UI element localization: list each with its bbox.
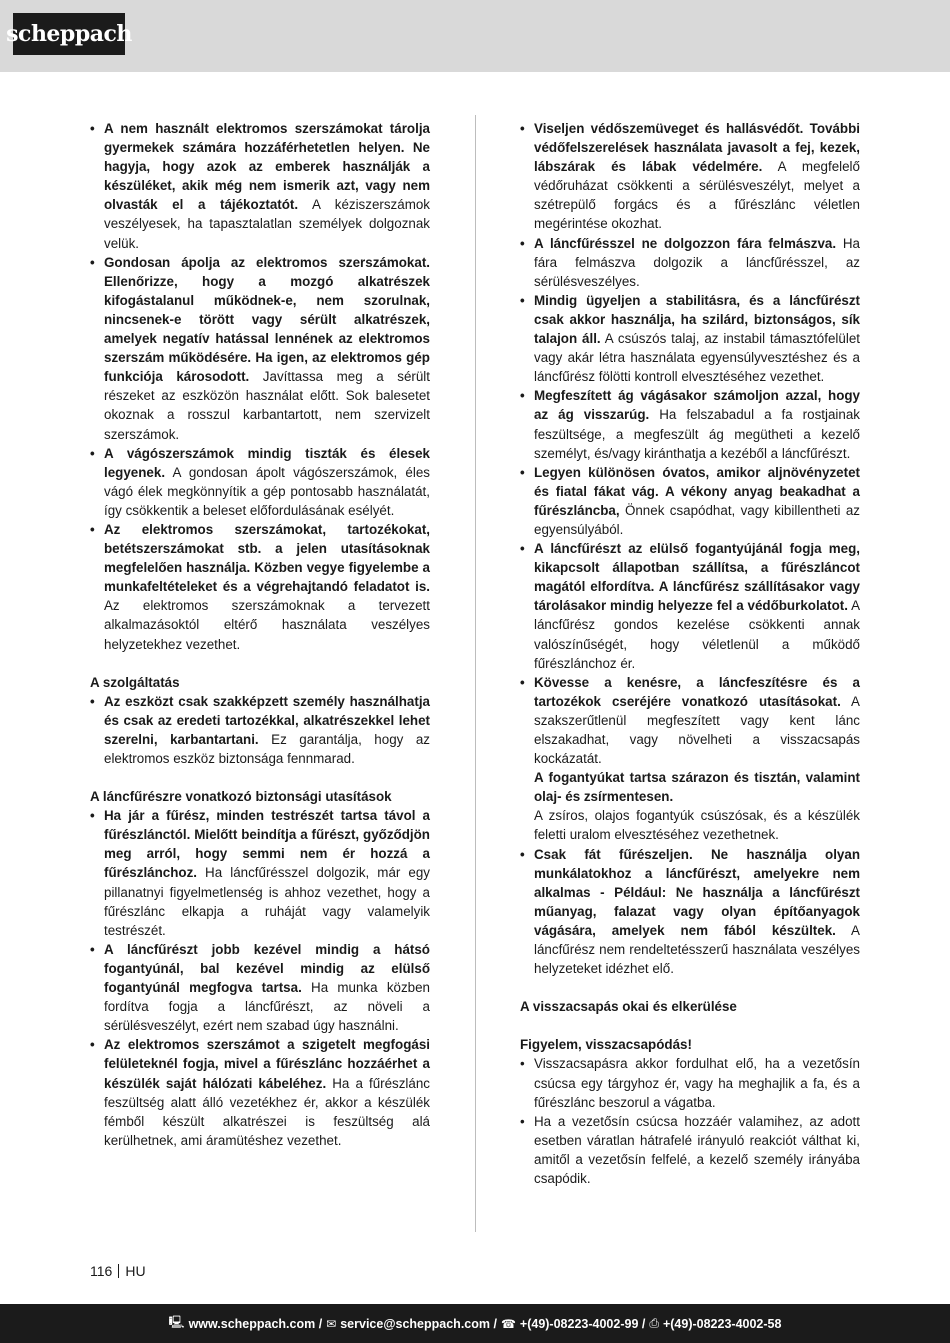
list-item (90, 692, 430, 768)
item-text: A láncfűrész nem rendeltetésszerű használata veszélyes helyzeteket idézhet elő. (534, 922, 860, 977)
list-item (90, 444, 430, 520)
fax-icon: ⎙ (649, 1316, 659, 1330)
list-item (520, 386, 860, 462)
item-text: A megfelelő védőruházat csökkenti a sérülésveszélyt, melyet a szétrepülő forgács és a fűrészlánc véletlen megérintése okozhat. (534, 159, 860, 232)
column-divider (475, 115, 476, 1232)
item-subtext: A zsíros, olajos fogantyúk csúszósak, és a készülék feletti uralom elvesztéséhez vezethetnek. (534, 808, 860, 843)
section-heading-service: A szolgáltatás (90, 674, 180, 690)
website-link[interactable]: www.scheppach.com / (188, 1316, 323, 1331)
fax-number: +(49)-08223-4002-58 (662, 1316, 782, 1331)
left-column (90, 119, 430, 1150)
envelope-icon: ✉ (326, 1316, 337, 1331)
item-bold-text: Az elektromos szerszámokat, tartozékokat, betétszerszámokat stb. a jelen utasításoknak megfelelően használja. Közben vegye figyelembe a munkafeltételeket és a végrehajtandó feladatot is. (104, 521, 430, 595)
item-bold-text: Legyen különösen óvatos, amikor aljnövényzetet és fiatal fákat vág. A vékony anyag beakadhat a fűrészláncba, (534, 464, 860, 518)
list-item (520, 234, 860, 291)
item-text: Ha a fűrészlánc feszültség alatt álló vezetékhez ér, akkor a készülék fémből készült alkatrészei is feszültség alá kerülhetnek, ami áramütéshez vezethet. (104, 1075, 430, 1148)
spacer (520, 978, 860, 997)
item-bold-text: Csak fát fűrészeljen. Ne használja olyan munkálatokhoz a láncfűrészt, amelyekre nem alkalmas - Például: Ne használja a láncfűrészt műanyag, falazat vagy olyan építőanyagok vágására, amelyek nem fából készültek. (534, 846, 860, 938)
item-bold-text: A vágószerszámok mindig tiszták és élesek legyenek. (104, 445, 430, 480)
list-item (520, 463, 860, 539)
list-item (90, 1035, 430, 1150)
list-item (520, 291, 860, 386)
email-link[interactable]: service@scheppach.com / (340, 1316, 497, 1331)
warning-heading: Figyelem, visszacsapódás! (520, 1037, 692, 1053)
item-text: Az elektromos szerszámoknak a tervezett alkalmazásoktól eltérő használata veszélyes helyzetekhez vezethet. (104, 598, 430, 652)
item-text: A csúszós talaj, az instabil támasztófelület vagy akár létra használata egyensúlyvesztéshez és a láncfűrész fölötti kontroll elvesztéséhez vezethet. (534, 331, 860, 385)
item-bold-text: Mindig ügyeljen a stabilitásra, és a láncfűrészt csak akkor használja, ha szilárd, biztonságos, sík talajon áll. (534, 292, 860, 347)
item-text: Ha munka közben fordítva fogja a láncfűrészt, az növeli a sérülésveszélyt, ezért nem szabad úgy használni. (104, 980, 430, 1034)
item-text: Ha fára felmászva dolgozik a láncfűrésszel, az sérülésveszélyes. (534, 235, 860, 289)
item-text: Ez garantálja, hogy az elektromos eszköz biztonsága fennmarad. (104, 731, 430, 766)
scheppach-logo[interactable]: scheppach (13, 13, 125, 55)
list-item: • Ha a vezetősín csúcsa hozzáér valamihez, az adott esetben váratlan hátrafelé irányuló reakciót válthat ki, amitől a vezetősín felfelé, a kezelő személy irányába csapódik. (520, 1112, 860, 1188)
list-item (520, 845, 860, 979)
monitor-icon: 🖳 (168, 1315, 185, 1329)
language-code: HU (125, 1263, 146, 1279)
item-bold-subtext: A fogantyúkat tartsa szárazon és tisztán, valamint olaj- és zsírmentesen. (534, 770, 860, 805)
section-heading-chainsaw: A láncfűrészre vonatkozó biztonsági utasítások (90, 789, 392, 805)
general-safety-list (90, 119, 430, 654)
item-bold-text: A láncfűrészt az elülső fogantyújánál fogja meg, kikapcsolt állapotban szállítsa, a fűrészláncot magától elfordítva. A láncfűrész szállításakor vagy tárolásakor mindig helyezze fel a védőburkolatot. (534, 541, 860, 614)
spacer (90, 768, 430, 787)
item-bold-text: A nem használt elektromos szerszámokat tárolja gyermekek számára hozzáférhetetlen helyen. Ne hagyja, hogy azok az emberek használják a készüléket, akik még nem ismerik azt, vagy nem olvasták el a tájékoztatót. (104, 121, 430, 213)
item-bold-text: Az eszközt csak szakképzett személy használhatja és csak az eredeti tartozékkal, alkatrészekkel lehet szerelni, karbantartani. (104, 693, 430, 747)
item-text: Ha láncfűrésszel dolgozik, már egy pillanatnyi figyelmetlenség is ahhoz vezethet, hogy a fűrészlánc elkapja a ruháját vagy valamelyik testrészét. (104, 865, 430, 938)
list-item: • Visszacsapásra akkor fordulhat elő, ha a vezetősín csúcsa egy tárgyhoz ér, vagy ha meghajlik a fa, és a fűrészlánc beszorul a vágatba. (520, 1054, 860, 1111)
list-item (520, 673, 860, 845)
page-separator (118, 1264, 119, 1278)
item-bold-text: A láncfűrésszel ne dolgozzon fára felmászva. (534, 235, 837, 251)
item-text: A szakszerűtlenül megfeszített vagy kent lánc elszakadhat, vagy növelheti a visszacsapás kockázatát. (534, 693, 860, 767)
list-item (90, 940, 430, 1035)
spacer (90, 654, 430, 673)
list-item (90, 806, 430, 940)
item-bold-text: Az elektromos szerszámot a szigetelt megfogási felületeknél fogja, mivel a fűrészlánc hozzáérhet a készülék saját hálózati kábeléhez. (104, 1037, 430, 1091)
header-bar (0, 0, 950, 72)
page-number: 116 (90, 1263, 113, 1279)
item-text: Önnek csapódhat, vagy kibillentheti az egyensúlyából. (534, 502, 860, 537)
item-text: A kéziszerszámok veszélyesek, ha tapasztalatlan személyek dolgoznak velük. (104, 197, 430, 251)
spacer (520, 1016, 860, 1035)
section-heading-kickback: A visszacsapás okai és elkerülése (520, 999, 737, 1015)
list-item (520, 539, 860, 673)
item-bold-text: A láncfűrészt jobb kezével mindig a hátsó fogantyúnál, bal kezével mindig az elülső fogantyúnál megfogva tartsa. (104, 941, 430, 996)
item-text: A gondosan ápolt vágószerszámok, éles vágó élek megkönnyítik a gép pontosabb használatát, így csökkentik a beleset előfordulásának esélyét. (104, 464, 430, 518)
item-bold-text: Megfeszített ág vágásakor számoljon azzal, hogy az ág visszarúg. (534, 388, 860, 423)
right-column (520, 119, 860, 1188)
contact-footer (0, 1304, 950, 1343)
item-bold-text: Kövesse a kenésre, a láncfeszítésre és a tartozékok cseréjére vonatkozó utasításokat. (534, 674, 860, 709)
phone-icon: ☎ (500, 1316, 516, 1331)
item-bold-text: Viseljen védőszemüveget és hallásvédőt. További védőfelszerelések használata javasolt a fej, kezek, lábszárak és lábak védelmére. (534, 121, 860, 175)
item-bold-text: Ha jár a fűrész, minden testrészét tartsa távol a fűrészlánctól. Mielőtt beindítja a fűrészt, győződjön meg arról, hogy semmi nem ér hozzá a fűrészlánchoz. (104, 808, 430, 881)
item-text: A láncfűrész gondos kezelése csökkenti annak valószínűségét, hogy véletlenül a működő fűrészlánchoz ér. (534, 598, 860, 671)
item-text: Ha felszabadul a fa rostjainak feszültsége, a megfeszült ág megütheti a kezelő személyt, és/vagy kiránthatja a kezéből a láncfűrészt. (534, 407, 860, 461)
list-item (90, 253, 430, 444)
list-item (520, 119, 860, 234)
item-bold-text: Gondosan ápolja az elektromos szerszámokat. Ellenőrizze, hogy a mozgó alkatrészek kifogástalanul működnek-e, nem szorulnak, nincsenek-e törött vagy sérült alkatrészek, amelyek negatív hatással lennének az elektromos szerszám működésére. Ha igen, az elektromos gép funkciója károsodott. (104, 254, 430, 385)
list-item (90, 119, 430, 253)
item-text: Javíttassa meg a sérült részeket az eszközön használat előtt. Sok balesetet okoznak a rosszul karbantartott, nem szervizelt szerszámok. (104, 369, 430, 442)
phone-number: +(49)-08223-4002-99 / (519, 1316, 646, 1331)
page-number-label (90, 1263, 146, 1279)
list-item (90, 520, 430, 654)
